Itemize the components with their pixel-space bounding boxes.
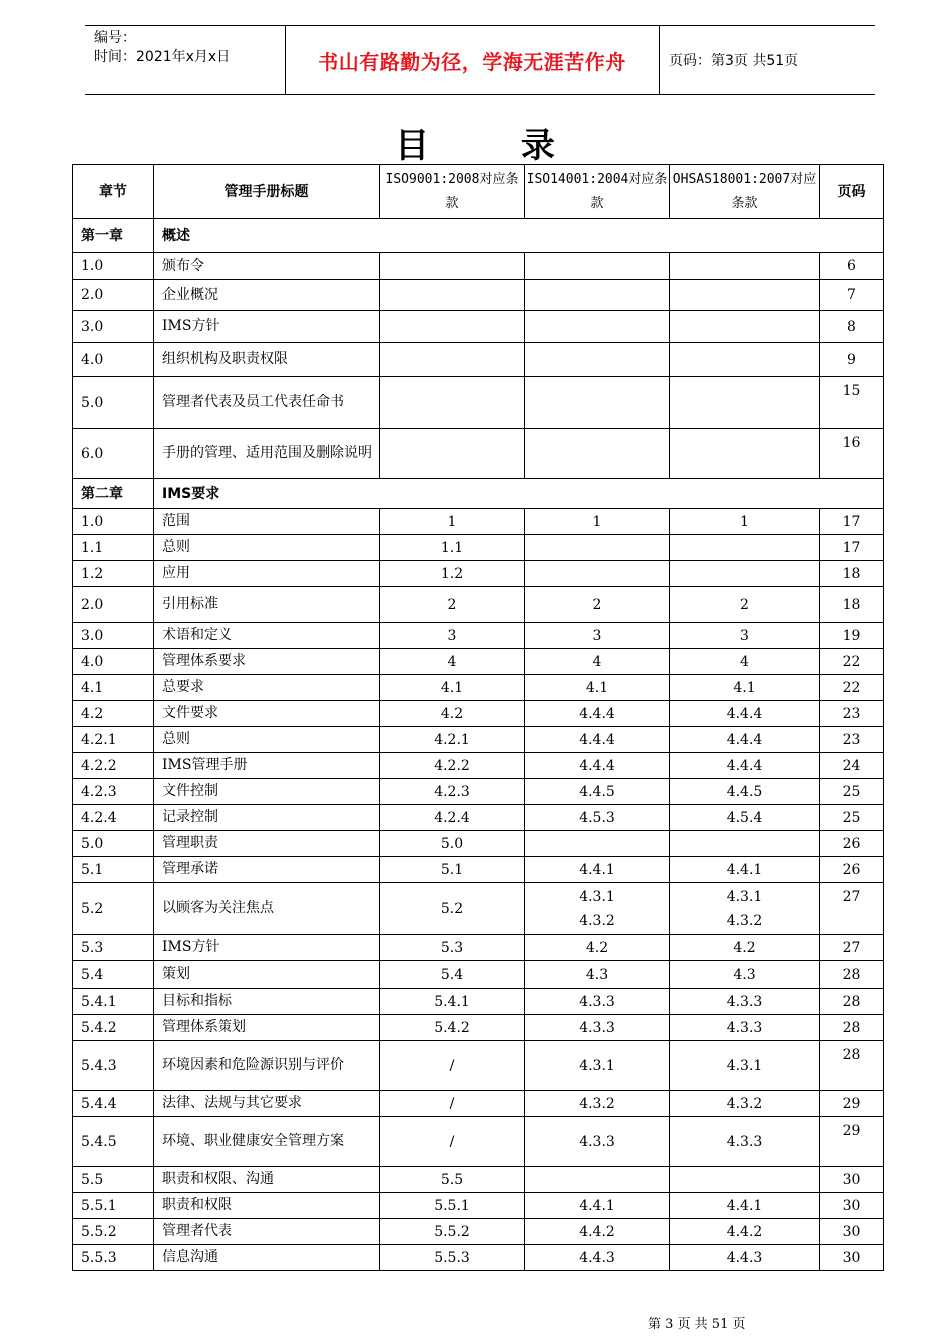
section-title: 范围 (154, 509, 380, 535)
toc-row (73, 623, 884, 649)
toc-header-row (73, 165, 884, 219)
page-number: 28 (820, 961, 884, 989)
iso9001-clause (380, 311, 525, 343)
page-number: 28 (820, 989, 884, 1015)
iso14001-clause: 2 (525, 587, 670, 623)
ohsas18001-clause: 4 (670, 649, 820, 675)
iso14001-clause: 4.3.1 4.3.2 (525, 883, 670, 935)
chapter-label: 第二章 (73, 479, 154, 509)
iso14001-clause: 3 (525, 623, 670, 649)
toc-row (73, 377, 884, 429)
iso14001-clause: 4.3.3 (525, 1015, 670, 1041)
toc-row (73, 535, 884, 561)
toc-row (73, 649, 884, 675)
iso14001-clause: 4.3.3 (525, 1117, 670, 1167)
toc-row (73, 343, 884, 377)
iso14001-clause: 4.4.1 (525, 857, 670, 883)
ohsas18001-clause: 4.3.3 (670, 989, 820, 1015)
col-header-iso9001: ISO9001:2008对应条款 (380, 165, 525, 219)
iso9001-clause: 5.5 (380, 1167, 525, 1193)
header-motto-cell (285, 26, 660, 94)
page-number: 25 (820, 805, 884, 831)
chapter-row (73, 219, 884, 253)
iso9001-clause: 4.2.4 (380, 805, 525, 831)
iso14001-clause: 4.3 (525, 961, 670, 989)
section-number: 5.5.3 (73, 1245, 154, 1271)
iso14001-clause (525, 535, 670, 561)
section-number: 2.0 (73, 587, 154, 623)
iso14001-clause: 4.1 (525, 675, 670, 701)
ohsas18001-clause: 4.4.4 (670, 701, 820, 727)
section-number: 5.4.4 (73, 1091, 154, 1117)
ohsas18001-clause (670, 1167, 820, 1193)
section-title: 管理体系策划 (154, 1015, 380, 1041)
iso14001-clause: 4.4.3 (525, 1245, 670, 1271)
ohsas18001-clause: 1 (670, 509, 820, 535)
ohsas18001-clause: 2 (670, 587, 820, 623)
ohsas18001-clause (670, 343, 820, 377)
section-title: 企业概况 (154, 280, 380, 311)
section-title: 总要求 (154, 675, 380, 701)
page-number: 25 (820, 779, 884, 805)
toc-row (73, 857, 884, 883)
ohsas18001-clause (670, 535, 820, 561)
iso9001-clause: 5.5.1 (380, 1193, 525, 1219)
iso14001-clause: 4.4.4 (525, 753, 670, 779)
iso9001-clause: 5.0 (380, 831, 525, 857)
header-motto: 书山有路勤为径，学海无涯苦作舟 (318, 49, 626, 74)
ohsas18001-clause: 4.2 (670, 935, 820, 961)
toc-row (73, 1245, 884, 1271)
page-number: 9 (820, 343, 884, 377)
iso9001-clause: 5.5.2 (380, 1219, 525, 1245)
page-number: 26 (820, 831, 884, 857)
toc-body (73, 219, 884, 1271)
toc-row (73, 831, 884, 857)
ohsas18001-clause: 4.3.1 4.3.2 (670, 883, 820, 935)
iso14001-clause (525, 377, 670, 429)
section-number: 5.4.3 (73, 1041, 154, 1091)
section-title: 应用 (154, 561, 380, 587)
toc-row (73, 727, 884, 753)
page-number: 18 (820, 561, 884, 587)
section-number: 1.1 (73, 535, 154, 561)
section-number: 4.2.3 (73, 779, 154, 805)
iso9001-clause: 5.1 (380, 857, 525, 883)
ohsas18001-clause: 4.3.1 (670, 1041, 820, 1091)
toc-row (73, 989, 884, 1015)
section-number: 4.2.1 (73, 727, 154, 753)
section-number: 4.2.4 (73, 805, 154, 831)
section-number: 5.4.1 (73, 989, 154, 1015)
page-number: 23 (820, 701, 884, 727)
ohsas18001-clause: 4.4.1 (670, 857, 820, 883)
section-number: 1.2 (73, 561, 154, 587)
ohsas18001-clause: 4.4.2 (670, 1219, 820, 1245)
section-title: 记录控制 (154, 805, 380, 831)
iso14001-clause: 4.4.1 (525, 1193, 670, 1219)
header-page-info: 页码：第3页 共51页 (669, 53, 799, 69)
toc-row (73, 675, 884, 701)
iso14001-clause (525, 343, 670, 377)
section-title: IMS方针 (154, 935, 380, 961)
section-title: IMS方针 (154, 311, 380, 343)
section-number: 5.5.1 (73, 1193, 154, 1219)
toc-row (73, 805, 884, 831)
section-number: 5.4 (73, 961, 154, 989)
iso14001-clause (525, 831, 670, 857)
col-header-section: 章节 (73, 165, 154, 219)
section-title: 总则 (154, 535, 380, 561)
iso9001-clause: 4.2.1 (380, 727, 525, 753)
section-title: 文件控制 (154, 779, 380, 805)
section-title: 管理承诺 (154, 857, 380, 883)
section-number: 5.5 (73, 1167, 154, 1193)
page-number: 30 (820, 1193, 884, 1219)
iso14001-clause: 4.3.3 (525, 989, 670, 1015)
ohsas18001-clause: 4.1 (670, 675, 820, 701)
page-number: 8 (820, 311, 884, 343)
section-number: 5.2 (73, 883, 154, 935)
page-number: 7 (820, 280, 884, 311)
page-number: 16 (820, 429, 884, 479)
toc-row (73, 1193, 884, 1219)
ohsas18001-clause: 4.3 (670, 961, 820, 989)
iso14001-clause: 4.3.1 (525, 1041, 670, 1091)
ohsas18001-clause: 4.4.4 (670, 727, 820, 753)
page-number: 30 (820, 1219, 884, 1245)
section-title: 管理职责 (154, 831, 380, 857)
section-title: 引用标准 (154, 587, 380, 623)
section-title: 职责和权限 (154, 1193, 380, 1219)
ohsas18001-clause: 3 (670, 623, 820, 649)
ohsas18001-clause: 4.3.2 (670, 1091, 820, 1117)
toc-row (73, 280, 884, 311)
iso14001-clause: 4.4.5 (525, 779, 670, 805)
page-number: 15 (820, 377, 884, 429)
iso9001-clause: 2 (380, 587, 525, 623)
toc-row (73, 779, 884, 805)
iso9001-clause (380, 343, 525, 377)
section-title: 手册的管理、适用范围及删除说明 (154, 429, 380, 479)
section-title: 法律、法规与其它要求 (154, 1091, 380, 1117)
toc-row (73, 1167, 884, 1193)
iso14001-clause (525, 253, 670, 280)
toc-row (73, 1117, 884, 1167)
iso14001-clause (525, 311, 670, 343)
page-number: 30 (820, 1245, 884, 1271)
page-number: 17 (820, 535, 884, 561)
section-number: 5.5.2 (73, 1219, 154, 1245)
toc-row (73, 429, 884, 479)
page-number: 30 (820, 1167, 884, 1193)
iso14001-clause (525, 561, 670, 587)
section-title: 总则 (154, 727, 380, 753)
toc-row (73, 587, 884, 623)
section-number: 2.0 (73, 280, 154, 311)
section-title: 信息沟通 (154, 1245, 380, 1271)
ohsas18001-clause (670, 280, 820, 311)
ohsas18001-clause: 4.5.4 (670, 805, 820, 831)
toc-row (73, 935, 884, 961)
toc-row (73, 883, 884, 935)
iso9001-clause: / (380, 1091, 525, 1117)
section-title: 术语和定义 (154, 623, 380, 649)
ohsas18001-clause (670, 311, 820, 343)
iso9001-clause: 4.2 (380, 701, 525, 727)
iso9001-clause (380, 280, 525, 311)
toc-row (73, 1219, 884, 1245)
header-page-cell (660, 26, 884, 94)
section-number: 1.0 (73, 253, 154, 280)
section-title: 以顾客为关注焦点 (154, 883, 380, 935)
ohsas18001-clause (670, 253, 820, 280)
toc-row (73, 561, 884, 587)
ohsas18001-clause: 4.4.4 (670, 753, 820, 779)
iso9001-clause: 5.4.2 (380, 1015, 525, 1041)
iso9001-clause: 5.4.1 (380, 989, 525, 1015)
iso9001-clause: 1.2 (380, 561, 525, 587)
section-number: 4.1 (73, 675, 154, 701)
page-number: 29 (820, 1091, 884, 1117)
page-number: 26 (820, 857, 884, 883)
iso9001-clause (380, 429, 525, 479)
ohsas18001-clause (670, 831, 820, 857)
page-number: 22 (820, 649, 884, 675)
section-title: 管理者代表 (154, 1219, 380, 1245)
iso14001-clause: 4.4.2 (525, 1219, 670, 1245)
iso14001-clause: 1 (525, 509, 670, 535)
col-header-page: 页码 (820, 165, 884, 219)
iso9001-clause: 4.1 (380, 675, 525, 701)
iso9001-clause: 4 (380, 649, 525, 675)
iso9001-clause (380, 253, 525, 280)
iso9001-clause: / (380, 1041, 525, 1091)
header-meta-cell (85, 26, 286, 94)
page-number: 22 (820, 675, 884, 701)
section-title: IMS管理手册 (154, 753, 380, 779)
iso9001-clause: 5.4 (380, 961, 525, 989)
chapter-title: IMS要求 (154, 479, 884, 509)
toc-row (73, 961, 884, 989)
page-number: 28 (820, 1015, 884, 1041)
chapter-title: 概述 (154, 219, 884, 253)
section-title: 环境因素和危险源识别与评价 (154, 1041, 380, 1091)
section-title: 颁布令 (154, 253, 380, 280)
toc-row (73, 253, 884, 280)
section-title: 管理体系要求 (154, 649, 380, 675)
ohsas18001-clause (670, 377, 820, 429)
section-number: 5.4.2 (73, 1015, 154, 1041)
iso14001-clause (525, 1167, 670, 1193)
iso9001-clause: 4.2.3 (380, 779, 525, 805)
page-number: 24 (820, 753, 884, 779)
section-number: 5.0 (73, 377, 154, 429)
section-number: 4.0 (73, 343, 154, 377)
page-number: 18 (820, 587, 884, 623)
iso14001-clause: 4.4.4 (525, 727, 670, 753)
ohsas18001-clause: 4.4.5 (670, 779, 820, 805)
page-number: 28 (820, 1041, 884, 1091)
page-header (85, 25, 875, 95)
page-title: 目 录 (395, 126, 595, 166)
iso14001-clause: 4 (525, 649, 670, 675)
page-number: 27 (820, 883, 884, 935)
chapter-label: 第一章 (73, 219, 154, 253)
toc-row (73, 1015, 884, 1041)
iso9001-clause: 1.1 (380, 535, 525, 561)
section-title: 管理者代表及员工代表任命书 (154, 377, 380, 429)
iso9001-clause: 1 (380, 509, 525, 535)
section-number: 5.4.5 (73, 1117, 154, 1167)
ohsas18001-clause: 4.3.3 (670, 1117, 820, 1167)
iso9001-clause: 3 (380, 623, 525, 649)
page-number: 19 (820, 623, 884, 649)
section-title: 文件要求 (154, 701, 380, 727)
doc-code-label: 编号： (94, 30, 136, 46)
section-number: 3.0 (73, 311, 154, 343)
iso14001-clause: 4.2 (525, 935, 670, 961)
toc-row (73, 753, 884, 779)
toc-table (72, 164, 884, 1271)
section-title: 目标和指标 (154, 989, 380, 1015)
toc-row (73, 509, 884, 535)
toc-row (73, 1091, 884, 1117)
page-number: 27 (820, 935, 884, 961)
page-number: 6 (820, 253, 884, 280)
iso9001-clause (380, 377, 525, 429)
section-number: 4.2.2 (73, 753, 154, 779)
section-title: 职责和权限、沟通 (154, 1167, 380, 1193)
col-header-title: 管理手册标题 (154, 165, 380, 219)
section-number: 4.2 (73, 701, 154, 727)
iso14001-clause (525, 429, 670, 479)
ohsas18001-clause (670, 429, 820, 479)
col-header-iso14001: ISO14001:2004对应条款 (525, 165, 670, 219)
ohsas18001-clause (670, 561, 820, 587)
col-header-ohsas18001: OHSAS18001:2007对应条款 (670, 165, 820, 219)
page-number: 23 (820, 727, 884, 753)
iso14001-clause: 4.3.2 (525, 1091, 670, 1117)
section-title: 策划 (154, 961, 380, 989)
section-number: 4.0 (73, 649, 154, 675)
chapter-row (73, 479, 884, 509)
page-number: 17 (820, 509, 884, 535)
toc-row (73, 701, 884, 727)
iso14001-clause (525, 280, 670, 311)
doc-time-label: 时间：2021年x月x日 (94, 49, 231, 65)
iso9001-clause: 5.2 (380, 883, 525, 935)
section-title: 组织机构及职责权限 (154, 343, 380, 377)
iso9001-clause: 4.2.2 (380, 753, 525, 779)
iso14001-clause: 4.5.3 (525, 805, 670, 831)
ohsas18001-clause: 4.4.3 (670, 1245, 820, 1271)
section-number: 5.0 (73, 831, 154, 857)
toc-row (73, 1041, 884, 1091)
section-number: 3.0 (73, 623, 154, 649)
ohsas18001-clause: 4.3.3 (670, 1015, 820, 1041)
page-number: 29 (820, 1117, 884, 1167)
section-number: 5.3 (73, 935, 154, 961)
page-footer: 第 3 页 共 51 页 (648, 1317, 746, 1332)
iso9001-clause: 5.3 (380, 935, 525, 961)
section-title: 环境、职业健康安全管理方案 (154, 1117, 380, 1167)
iso9001-clause: / (380, 1117, 525, 1167)
section-number: 1.0 (73, 509, 154, 535)
toc-row (73, 311, 884, 343)
section-number: 6.0 (73, 429, 154, 479)
section-number: 5.1 (73, 857, 154, 883)
iso9001-clause: 5.5.3 (380, 1245, 525, 1271)
ohsas18001-clause: 4.4.1 (670, 1193, 820, 1219)
iso14001-clause: 4.4.4 (525, 701, 670, 727)
